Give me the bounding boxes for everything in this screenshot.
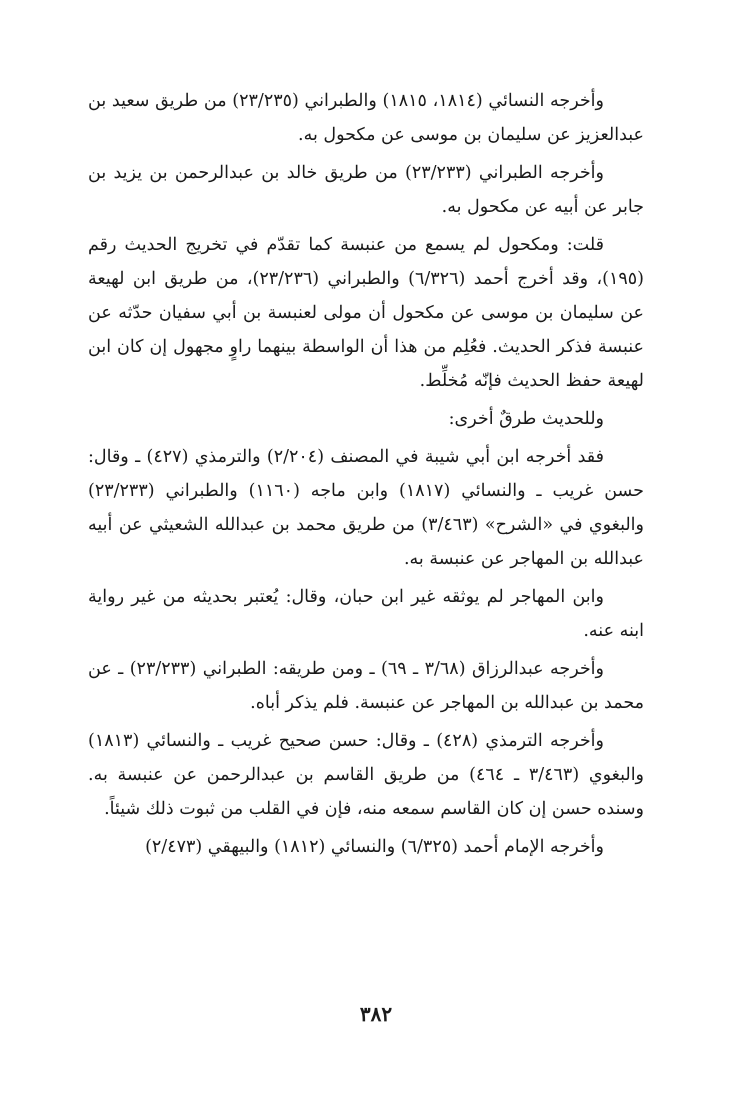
paragraph-9: وأخرجه الإمام أحمد (٦/٣٢٥) والنسائي (١٨١٢) والبيهقي (٢/٤٧٣) [145,837,604,857]
paragraph-7: وأخرجه عبدالرزاق (٣/٦٨ ـ ٦٩) ـ ومن طريقه: الطبراني (٢٣/٢٣٣) ـ عن محمد بن عبدالله بن المهاجر عن عنبسة. فلم يذكر أباه. [88,659,644,713]
paragraph-2: وأخرجه الطبراني (٢٣/٢٣٣) من طريق خالد بن عبدالرحمن بن يزيد بن جابر عن أبيه عن مكحول به. [88,163,644,217]
paragraph-3: قلت: ومكحول لم يسمع من عنبسة كما تقدّم في تخريج الحديث رقم (١٩٥)، وقد أخرج أحمد (٦/٣٢٦) والطبراني (٢٣/٢٣٦)، من طريق ابن لهيعة عن سليمان بن موسى عن مكحول أن مولى لعنبسة بن أبي سفيان حدّثه عن عنبسة فذكر الحديث. فعُلِم من هذا أن الواسطة بينهما راوٍ مجهول إن كان ابن لهيعة حفظ الحديث فإنّه مُخلِّط. [88,235,644,391]
paragraph-8: وأخرجه الترمذي (٤٢٨) ـ وقال: حسن صحيح غريب ـ والنسائي (١٨١٣) والبغوي (٣/٤٦٣ ـ ٤٦٤) من طريق القاسم بن عبدالرحمن عن عنبسة به. وسنده حسن إن كان القاسم سمعه منه، فإن في القلب من ثبوت ذلك شيئاً. [88,731,645,819]
page-number: ٣٨٢ [359,1002,393,1026]
paragraph-1: وأخرجه النسائي (١٨١٤، ١٨١٥) والطبراني (٢٣/٢٣٥) من طريق سعيد بن عبدالعزيز عن سليمان بن موسى عن مكحول به. [88,91,644,145]
paragraph-4: وللحديث طرقٌ أخرى: [448,409,604,429]
paragraph-5: فقد أخرجه ابن أبي شيبة في المصنف (٢/٢٠٤) والترمذي (٤٢٧) ـ وقال: حسن غريب ـ والنسائي (١٨١٧) وابن ماجه (١١٦٠) والطبراني (٢٣/٢٣٣) والبغوي في «الشرح» (٣/٤٦٣) من طريق محمد بن عبدالله الشعيثي عن أبيه عبدالله بن المهاجر عن عنبسة به. [88,447,644,569]
page-body [88,84,644,868]
paragraph-6: وابن المهاجر لم يوثقه غير ابن حبان، وقال: يُعتبر بحديثه من غير رواية ابنه عنه. [88,587,644,641]
